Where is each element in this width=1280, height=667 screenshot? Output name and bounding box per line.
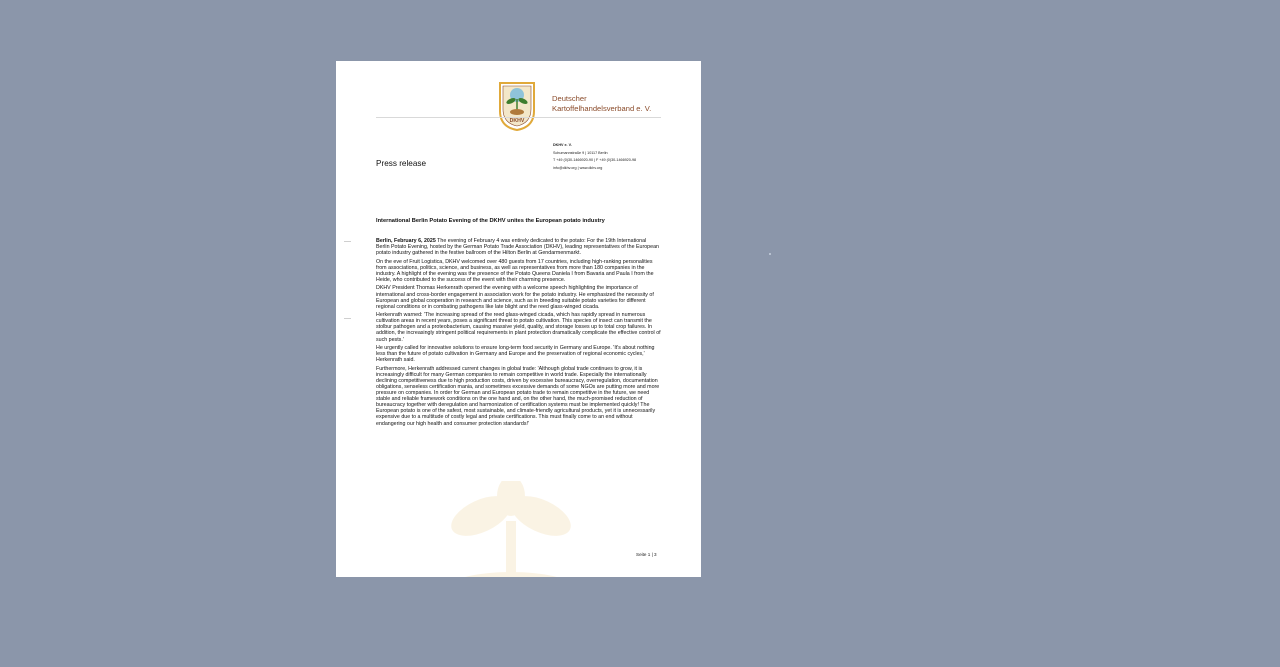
logo-lettering: DKHV xyxy=(509,118,525,124)
paragraph-3: DKHV President Thomas Herkenrath opened the evening with a welcome speech highlighting the importance of international and cross-border engagement in association work for the potato industry. He emphasized the necessity of European and global cooperation in research and science, such as in breeding suitable potato varieties for different regional conditions or in combating pathogens like late blight and the reed glass-winged cicada. xyxy=(376,285,654,310)
contact-block xyxy=(553,142,636,172)
press-release-body xyxy=(376,238,661,429)
paragraph-1 xyxy=(376,238,661,256)
cursor-dot xyxy=(769,253,771,255)
document-page xyxy=(336,61,701,577)
dkhv-logo xyxy=(498,81,536,131)
potato-plant-watermark xyxy=(436,481,586,577)
contact-web[interactable]: info@dkhv.org | www.dkhv.org xyxy=(553,165,603,170)
organization-name-line1: Deutscher xyxy=(552,94,587,103)
contact-phone: T +49 (0)30-1466920-90 | F +49 (0)30-1466920-98 xyxy=(553,158,637,163)
contact-address: Schumannstraße 9 | 10117 Berlin xyxy=(553,150,608,155)
paragraph-text: The evening of February 4 was entirely dedicated to the potato: For the 19th International Berlin Potato Evening, hosted by the German Potato Trade Association (DKHV), leading representatives of the European potato industry gathered in the festive ballroom of the Hilton Berlin at Gendarmenmarkt. xyxy=(376,238,659,257)
page-number: Seite 1 | 3 xyxy=(636,552,657,557)
contact-name: DKHV e. V. xyxy=(553,143,572,147)
fold-mark-top xyxy=(344,241,351,242)
paragraph-6: Furthermore, Herkenrath addressed current changes in global trade: 'Although global trade continues to grow, it is increasingly difficult for many German companies to remain competitive in world trade. Especially the internationally declining competitiveness due to high production costs, driven by excessive bureaucracy, overregulation, documentation obligations, senseless certification mania, and sometimes excessive demands of some NGOs are putting more and more pressure on companies. In order for German and European potato trade to remain competitive in the future, we need stable and reliable framework conditions on the one hand and, on the other hand, the much-promised reduction of bureaucracy together with deregulation and harmonization of certification systems must be implemented quickly! The European potato is one of the safest, most sustainable, and climate-friendly agricultural products, yet it is unnecessarily expensive due to a multitude of costly legal and private certifications. This must finally come to an end without endangering our high health and consumer protection standards!' xyxy=(376,365,660,427)
paragraph-4: Herkenrath warned: 'The increasing spread of the reed glass-winged cicada, which has rapidly spread in numerous cultivation areas in recent years, poses a significant threat to potato cultivation. This species of insect can transmit the stolbur pathogen and a proteobacterium, causing massive yield, quality, and storage losses up to total crop failures. In addition, the increasingly stringent political requirements in plant protection dramatically complicate the effective control of such pests.' xyxy=(376,312,661,343)
paragraph-2: On the eve of Fruit Logistica, DKHV welcomed over 480 guests from 17 countries, including high-ranking personalities from associations, politics, science, and business, as well as representatives from more than 180 companies in the industry. A highlight of the evening was the presence of the Potato Queens Daniela I from Bavaria and Paula I from the Heide, who contributed to the success of the event with their charming presence. xyxy=(376,258,654,283)
document-type-label: Press release xyxy=(376,159,427,168)
fold-mark-middle xyxy=(344,318,351,319)
paragraph-5: He urgently called for innovative solutions to ensure long-term food security in Germany and Europe. 'It's about nothing less than the future of potato cultivation in Germany and Europe and the preservation of regional economic cycles,' Herkenrath said. xyxy=(376,345,655,364)
organization-name-line2: Kartoffelhandelsverband e. V. xyxy=(552,103,652,113)
press-release-headline: International Berlin Potato Evening of the DKHV unites the European potato industry xyxy=(376,218,605,224)
header-divider xyxy=(376,117,661,118)
organization-name xyxy=(552,94,651,113)
dateline: Berlin, February 6, 2025 xyxy=(376,238,436,244)
